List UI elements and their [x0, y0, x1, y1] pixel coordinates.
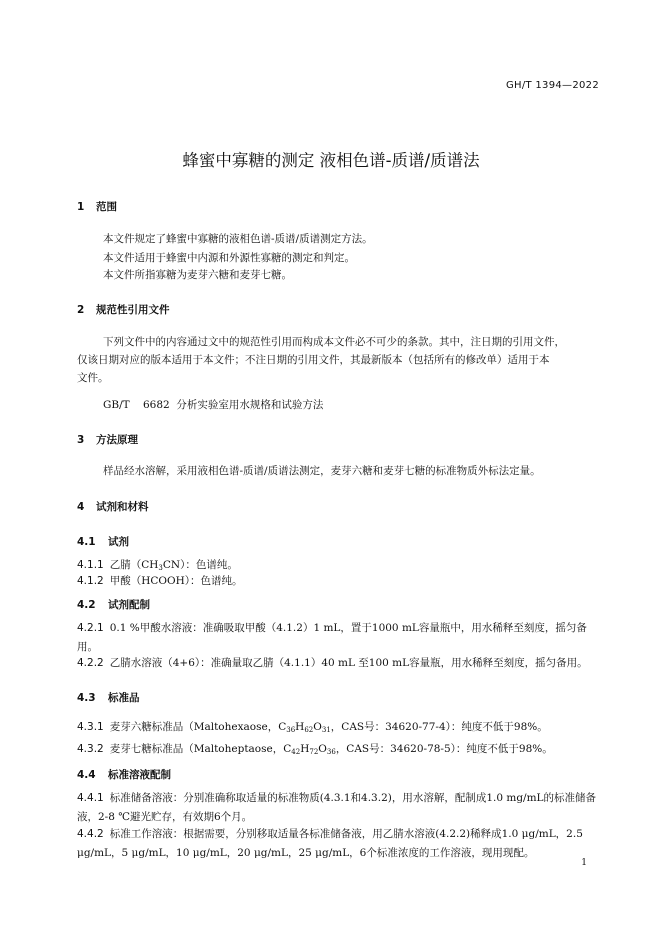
item-number: 4.3.1 [77, 721, 104, 733]
list-item: 4.2.1 0.1 %甲酸水溶液：准确吸取甲酸（4.1.2）1 mL，置于1000 mL容量瓶中，用水稀释至刻度，摇匀备用。 [77, 622, 587, 653]
section-number: 1 [77, 201, 85, 213]
list-item: 4.3.2 麦芽七糖标准品（Maltoheptaose，$C_{42}H_{72}O_{36}$，CAS号：34620-78-5）：纯度不低于98%。 [77, 743, 553, 756]
paragraph: 本文件适用于蜂蜜中内源和外源性寡糖的测定和判定。 [103, 252, 355, 264]
subsection-title: 标准溶液配制 [108, 769, 171, 781]
list-item: 4.1.2 甲酸（HCOOH）：色谱纯。 [77, 575, 243, 587]
list-item: 4.4.1 标准储备溶液：分别准确称取适量的标准物质(4.3.1和4.3.2)，用水溶解，配制成1.0 mg/mL的标准储备液，2-8 ℃避光贮存，有效期6个月。 [77, 792, 597, 823]
subsection-number: 4.1 [77, 536, 96, 548]
section-1-heading [77, 199, 117, 214]
section-2-heading [77, 302, 170, 317]
subsection-4-1-heading [77, 534, 129, 549]
item-number: 4.3.2 [77, 743, 104, 755]
document-code: GH/T 1394—2022 [505, 80, 599, 91]
page-number: 1 [581, 858, 587, 868]
document-title: 蜂蜜中寡糖的测定 液相色谱-质谱/质谱法 [182, 151, 480, 170]
item-number: 4.1.2 [77, 575, 104, 587]
item-number: 4.1.1 [77, 559, 104, 571]
subsection-title: 标准品 [108, 692, 140, 704]
paragraph: 本文件规定了蜂蜜中寡糖的液相色谱-质谱/质谱测定方法。 [103, 233, 373, 245]
subsection-number: 4.2 [77, 599, 96, 611]
paragraph-line: 下列文件中的内容通过文中的规范性引用而构成本文件必不可少的条款。其中，注日期的引用文件， [103, 336, 565, 348]
section-number: 3 [77, 434, 85, 446]
list-item: 4.2.2 乙腈水溶液（4+6）：准确量取乙腈（4.1.1）40 mL 至100 mL容量瓶，用水稀释至刻度，摇匀备用。 [77, 657, 588, 669]
section-title: 规范性引用文件 [96, 304, 170, 316]
item-number: 4.4.2 [77, 828, 104, 840]
item-number: 4.4.1 [77, 792, 104, 804]
item-number: 4.2.2 [77, 657, 104, 669]
list-item: 4.3.1 麦芽六糖标准品（Maltohexaose，$C_{36}H_{62}O_{31}$，CAS号：34620-77-4）：纯度不低于98%。 [77, 721, 548, 734]
subsection-title: 试剂配制 [108, 599, 150, 611]
subsection-4-4-heading [77, 767, 171, 782]
list-item: 4.4.2 标准工作溶液：根据需要，分别移取适量各标准储备液，用乙腈水溶液(4.2.2)稀释成1.0 μg/mL，2.5 μg/mL，5 μg/mL，10 μg/mL，20 μg/mL，25 μg/mL，6个标准浓度的工作溶液，现用现配。 [77, 828, 583, 859]
subsection-title: 试剂 [108, 536, 129, 548]
subsection-number: 4.3 [77, 692, 96, 704]
paragraph-line: 文件。 [77, 372, 109, 384]
normative-reference: GB/T 6682 分析实验室用水规格和试验方法 [103, 399, 324, 411]
paragraph: 样品经水溶解，采用液相色谱-质谱/质谱法测定，麦芽六糖和麦芽七糖的标准物质外标法定量。 [103, 465, 541, 477]
paragraph: 本文件所指寡糖为麦芽六糖和麦芽七糖。 [103, 269, 292, 281]
section-3-heading [77, 432, 138, 447]
section-4-heading [77, 499, 149, 514]
subsection-4-2-heading [77, 597, 150, 612]
section-number: 4 [77, 501, 85, 513]
section-title: 试剂和材料 [96, 501, 149, 513]
section-title: 方法原理 [96, 434, 138, 446]
paragraph-line: 仅该日期对应的版本适用于本文件；不注日期的引用文件，其最新版本（包括所有的修改单）适用于本 [77, 354, 550, 366]
item-number: 4.2.1 [77, 622, 104, 634]
list-item: 4.1.1 乙腈$(CH_3CN)$：色谱纯。 [77, 559, 238, 572]
subsection-number: 4.4 [77, 769, 96, 781]
subsection-4-3-heading [77, 690, 140, 705]
section-title: 范围 [96, 201, 117, 213]
section-number: 2 [77, 304, 85, 316]
